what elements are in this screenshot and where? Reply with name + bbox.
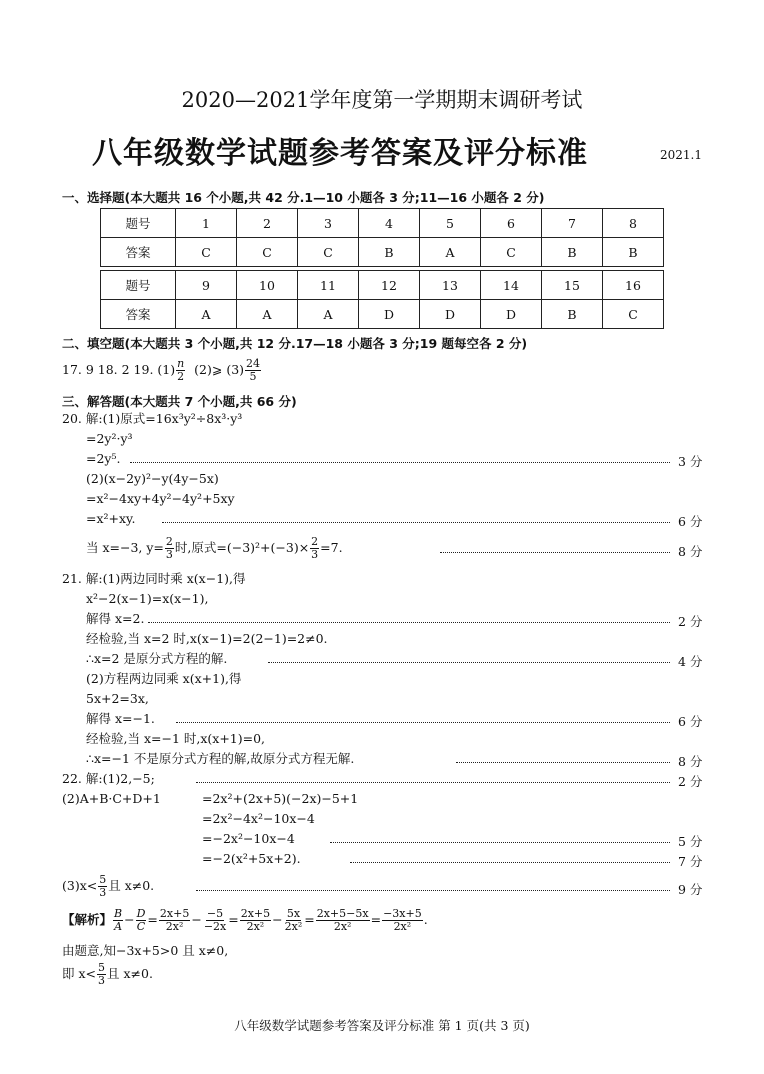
q21-line: 21. 解:(1)两边同时乘 x(x−1),得 (62, 571, 246, 586)
section2-heading: 二、填空题(本大题共 3 个小题,共 12 分.17—18 小题各 3 分;19 题每空各 2 分) (62, 336, 528, 351)
question-number: 15 (542, 271, 603, 300)
score-leader (456, 762, 670, 763)
score-leader (350, 862, 670, 863)
question-number: 8 (603, 209, 664, 238)
score: 2 分 (678, 614, 703, 629)
question-number: 5 (420, 209, 481, 238)
score: 2 分 (678, 774, 703, 789)
score-leader (330, 842, 670, 843)
question-number: 14 (481, 271, 542, 300)
answer-cell: C (603, 300, 664, 329)
answer-cell: D (359, 300, 420, 329)
question-number: 10 (237, 271, 298, 300)
answer-cell: B (603, 238, 664, 267)
answer-cell: B (542, 300, 603, 329)
q21-line: 5x+2=3x, (86, 691, 149, 706)
question-number: 11 (298, 271, 359, 300)
score-leader (148, 622, 670, 623)
q21-line: 经检验,当 x=2 时,x(x−1)=2(2−1)=2≠0. (86, 631, 328, 646)
fill-answers-a: 17. 9 18. 2 19. (1) (62, 362, 176, 377)
score: 6 分 (678, 514, 703, 529)
q21-line: (2)方程两边同乘 x(x+1),得 (86, 671, 242, 686)
fraction: $\frac{24}{5}$ (246, 357, 261, 383)
row-label: 题号 (101, 209, 176, 238)
q21-line: 解得 x=2. (86, 611, 145, 626)
question-number: 13 (420, 271, 481, 300)
q20-line: 当 x=−3, y= $\frac{2}{3}$ 时,原式=(−3)²+(−3)× $\frac{2}{3}$ =7. (86, 535, 343, 561)
document-date: 2021.1 (660, 148, 702, 162)
analysis: 【解析】 $\frac{B}{A}$ − $\frac{D}{C}$ = $\frac{2x+5}{\text{2x²}}$ − $\frac{-5}{-2x}$ = $\frac{2x+5}{\text{2x²}}$ − $\frac{5x}{\text{2x²}}$ = $\frac{2x+5-5x}{\text{2x²}}$ = $\frac{-3x+5}{\text{2x²}}$ . (62, 907, 428, 933)
page-footer: 八年级数学试题参考答案及评分标准 第 1 页(共 3 页) (234, 1018, 530, 1033)
answer-cell: D (420, 300, 481, 329)
answer-cell: C (481, 238, 542, 267)
q22-line: =2x²+(2x+5)(−2x)−5+1 (202, 791, 359, 806)
row-label: 答案 (101, 300, 176, 329)
analysis-label: 【解析】 (62, 912, 113, 927)
answer-cell: A (237, 300, 298, 329)
answer-cell: A (420, 238, 481, 267)
question-number: 16 (603, 271, 664, 300)
q20-line: 20. 解:(1)原式=16x³y²÷8x³·y³ (62, 411, 243, 426)
fill-answers-b: (2)⩾ (3) (194, 362, 245, 377)
question-number: 6 (481, 209, 542, 238)
score-leader (130, 462, 670, 463)
q20-line: =2y⁵. (86, 451, 121, 466)
score-leader (196, 782, 670, 783)
q22-line: =−2x²−10x−4 (202, 831, 295, 846)
score: 3 分 (678, 454, 703, 469)
question-number: 9 (176, 271, 237, 300)
answer-table-1 (100, 208, 664, 267)
answer-cell: C (298, 238, 359, 267)
answer-cell: B (542, 238, 603, 267)
answer-cell: C (237, 238, 298, 267)
section1-heading: 一、选择题(本大题共 16 个小题,共 42 分.1—10 小题各 3 分;11—16 小题各 2 分) (62, 190, 545, 205)
q21-line: 解得 x=−1. (86, 711, 155, 726)
score-leader (440, 552, 670, 553)
answer-cell: D (481, 300, 542, 329)
exam-title: 2020—2021学年度第一学期期末调研考试 (181, 88, 583, 112)
q22-line: (2)A+B·C+D+1 (62, 791, 161, 806)
row-label: 答案 (101, 238, 176, 267)
analysis-line: 即 x< $\frac{5}{3}$ 且 x≠0. (62, 961, 153, 987)
q21-line: 经检验,当 x=−1 时,x(x+1)=0, (86, 731, 266, 746)
answer-table-2 (100, 270, 664, 329)
fill-answers (62, 358, 262, 383)
q20-line: =2y²·y³ (86, 431, 133, 446)
q20-line: =x²−4xy+4y²−4y²+5xy (86, 491, 235, 506)
score: 8 分 (678, 544, 703, 559)
answer-cell: A (298, 300, 359, 329)
q22-line: (3)x< $\frac{5}{3}$ 且 x≠0. (62, 873, 155, 899)
score: 4 分 (678, 654, 703, 669)
q20-line: =x²+xy. (86, 511, 136, 526)
score: 7 分 (678, 854, 703, 869)
score-leader (162, 522, 670, 523)
score-leader (268, 662, 670, 663)
score: 8 分 (678, 754, 703, 769)
question-number: 1 (176, 209, 237, 238)
answer-cell: C (176, 238, 237, 267)
fraction: $\frac{n}{2}$ (177, 357, 185, 383)
question-number: 12 (359, 271, 420, 300)
answer-cell: B (359, 238, 420, 267)
answer-cell: A (176, 300, 237, 329)
score-leader (176, 722, 670, 723)
row-label: 题号 (101, 271, 176, 300)
score: 6 分 (678, 714, 703, 729)
q21-line: ∴x=2 是原分式方程的解. (86, 651, 228, 666)
q22-line: =2x²−4x²−10x−4 (202, 811, 315, 826)
score-leader (196, 890, 670, 891)
question-number: 7 (542, 209, 603, 238)
question-number: 4 (359, 209, 420, 238)
q22-line: 22. 解:(1)2,−5; (62, 771, 155, 786)
q21-line: ∴x=−1 不是原分式方程的解,故原分式方程无解. (86, 751, 355, 766)
score: 5 分 (678, 834, 703, 849)
q20-line: (2)(x−2y)²−y(4y−5x) (86, 471, 219, 486)
document-title: 八年级数学试题参考答案及评分标准 (92, 136, 588, 171)
score: 9 分 (678, 882, 703, 897)
question-number: 2 (237, 209, 298, 238)
question-number: 3 (298, 209, 359, 238)
q21-line: x²−2(x−1)=x(x−1), (86, 591, 209, 606)
section3-heading: 三、解答题(本大题共 7 个小题,共 66 分) (62, 394, 297, 409)
q22-line: =−2(x²+5x+2). (202, 851, 301, 866)
analysis-line: 由题意,知−3x+5>0 且 x≠0, (62, 943, 229, 958)
